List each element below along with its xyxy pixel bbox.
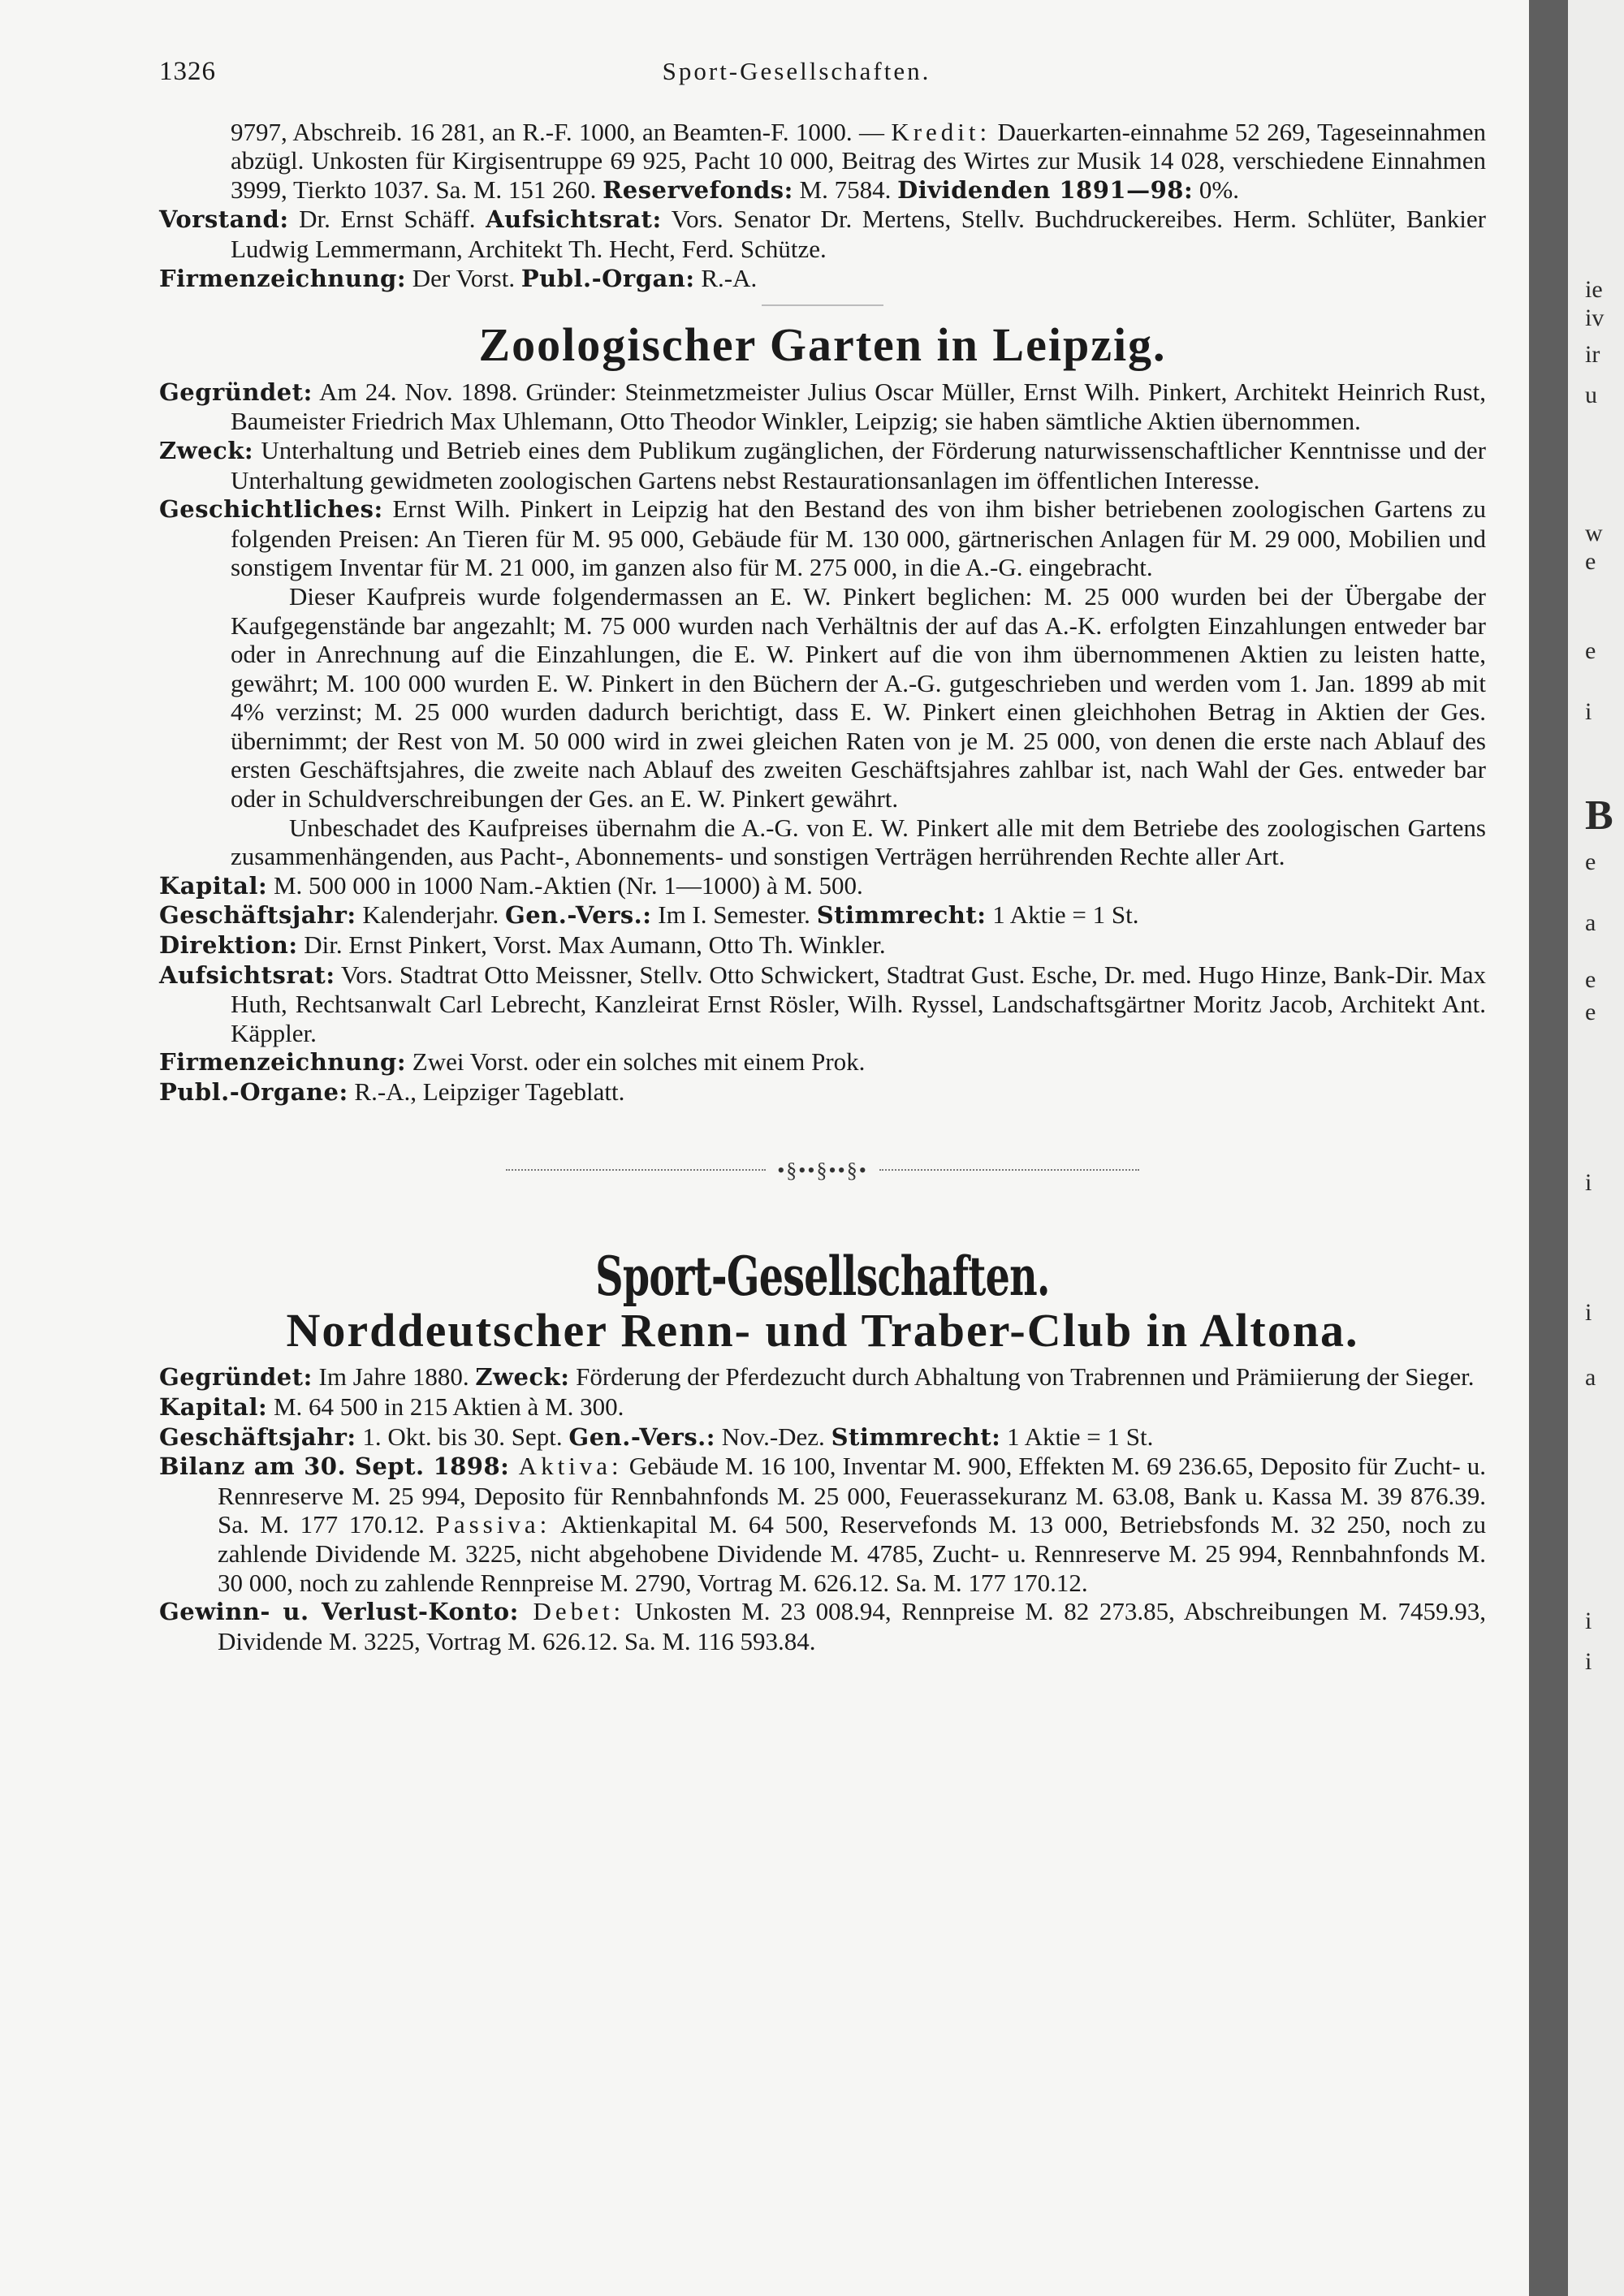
zoo-geschaeftsjahr: Geschäftsjahr: Kalenderjahr. Gen.-Vers.: Im I. Semester. Stimmrecht: 1 Aktie = 1 St. (159, 900, 1139, 930)
bleed-fragment: i (1585, 1648, 1592, 1675)
prev-firmenzeichnung: Firmenzeichnung: Der Vorst. Publ.-Organ: R.-A. (159, 263, 758, 292)
club-geschaeftsjahr: Geschäftsjahr: 1. Okt. bis 30. Sept. Gen.-Vers.: Nov.-Dez. Stimmrecht: 1 Aktie = 1 St. (159, 1422, 1154, 1451)
section-divider (506, 1156, 1139, 1185)
text-column (159, 57, 1486, 1655)
bleed-fragment: a (1585, 909, 1596, 936)
zoo-direktion: Direktion: Dir. Ernst Pinkert, Vorst. Max Aumann, Otto Th. Winkler. (159, 930, 886, 960)
zoo-geschichtliches: Geschichtliches: Ernst Wilh. Pinkert in Leipzig hat den Bestand des von ihm bisher betriebenen zoologischen Gartens zu folgenden Preisen: An Tieren für M. 95 000, Gebäude für M. 130 000, gärtnerischen Anlagen für M. 29 000, Mobilien und sonstigem Inventar für M. 21 000, im ganzen also für M. 275 000, in die A.-G. eingebracht. (159, 494, 1486, 582)
kredit-label: Kredit: (891, 117, 991, 146)
bleed-fragment: e (1585, 999, 1596, 1025)
club-kapital: Kapital: M. 64 500 in 215 Aktien à M. 300. (159, 1392, 624, 1421)
club-bilanz: Bilanz am 30. Sept. 1898: Aktiva: Gebäude M. 16 100, Inventar M. 900, Effekten M. 69 236.65, Deposito für Zucht- u. Rennreserve M. 25 994, Deposito für Rennbahnfonds M. 25 000, Feuerassekuranz M. 63.08, Bank u. Kassa M. 39 876.39. Sa. M. 177 170.12. Passiva: Aktienkapital M. 64 500, Reservefonds M. 13 000, Betriebsfonds M. 32 250, noch zu zahlende Dividende M. 3225, nicht abgehobene Dividende M. 4785, Zucht- u. Rennreserve M. 25 994, Rennbahnfonds M. 30 000, noch zu zahlende Rennpreise M. 2790, Vortrag M. 626.12. Sa. M. 177 170.12. (159, 1452, 1486, 1597)
bleed-fragment: e (1585, 548, 1596, 575)
bleed-fragment: i (1585, 698, 1592, 725)
short-rule (762, 304, 883, 306)
bleed-fragment: a (1585, 1364, 1596, 1391)
running-title: Sport-Gesellschaften. (662, 57, 931, 85)
zoo-geschichtliches-p2: Dieser Kaufpreis wurde folgendermassen an E. W. Pinkert beglichen: M. 25 000 wurden bei der Übergabe der Kaufgegenstände bar angezahlt; M. 75 000 wurden nach Verhältnis der auf das A.-K. erfolgten Einzahlungen entweder bar oder in Anrechnung auf die Einzahlungen, die E. W. Pinkert auf die von ihm übernommenen Aktien zu leisten hatte, gewährt; M. 100 000 wurden E. W. Pinkert in den Büchern der A.-G. gutgeschrieben und werden vom 1. Jan. 1899 ab mit 4% verzinst; M. 25 000 wurden dadurch berichtigt, dass E. W. Pinkert einen gleichhohen Betrag in Aktien der Ges. übernimmt; der Rest von M. 50 000 wird in zwei gleichen Raten von je M. 25 000, von denen die erste nach Ablauf des ersten Geschäftsjahres, die zweite nach Ablauf des zweiten Geschäftsjahres zahlbar ist, nach Wahl der Ges. entweder bar oder in Schuldverschreibungen der Ges. an E. W. Pinkert gewährt. (231, 581, 1486, 814)
prev-entry-accounts: 9797, Abschreib. 16 281, an R.-F. 1000, an Beamten-F. 1000. — Kredit: Dauerkarten-einnahme 52 269, Tageseinnahmen abzügl. Unkosten für Kirgisentruppe 69 925, Pacht 10 000, Beitrag des Wirtes zur Musik 14 028, verschiedene Einnahmen 3999, Tierkto 1037. Sa. M. 151 260. Reservefonds: M. 7584. Dividenden 1891—98: 0%. (231, 117, 1487, 204)
book-spine-shadow (1529, 0, 1568, 2296)
bleed-fragment: i (1585, 1608, 1592, 1634)
bleed-fragment: ir (1585, 341, 1600, 368)
club-gewinn-verlust: Gewinn- u. Verlust-Konto: Debet: Unkosten M. 23 008.94, Rennpreise M. 82 273.85, Abschreibungen M. 7459.93, Dividende M. 3225, Vortrag M. 626.12. Sa. M. 116 593.84. (159, 1597, 1486, 1655)
prev-vorstand: Vorstand: Dr. Ernst Schäff. Aufsichtsrat: Vors. Senator Dr. Mertens, Stellv. Buchdruckereibes. Herm. Schlüter, Bankier Ludwig Lemmermann, Architekt Th. Hecht, Ferd. Schütze. (159, 205, 1486, 263)
zoo-kapital: Kapital: M. 500 000 in 1000 Nam.-Aktien (Nr. 1—1000) à M. 500. (159, 870, 863, 900)
bleed-fragment: w (1585, 520, 1603, 546)
bleed-fragment: B (1585, 792, 1613, 839)
club-company-title: Norddeutscher Renn- und Traber-Club in Altona. (286, 1303, 1359, 1357)
running-head (159, 57, 1426, 87)
bleed-fragment: iv (1585, 304, 1605, 331)
bleed-fragment: e (1585, 637, 1596, 664)
zoo-geschichtliches-p3: Unbeschadet des Kaufpreises übernahm die A.-G. von E. W. Pinkert alle mit dem Betriebe des zoologischen Gartens zusammenhängenden, aus Pacht-, Abonnements- und sonstigen Verträgen herrührenden Rechte aller Art. (231, 813, 1486, 871)
zoo-gegruendet: Gegründet: Am 24. Nov. 1898. Gründer: Steinmetzmeister Julius Oscar Müller, Ernst Wilh. Pinkert, Architekt Heinrich Rust, Baumeister Friedrich Max Uhlemann, Otto Theodor Winkler, Leipzig; sie haben sämtliche Aktien übernommen. (159, 377, 1486, 436)
bleed-fragment: i (1585, 1169, 1592, 1196)
bleed-fragment: ie (1585, 276, 1603, 303)
bleed-fragment: i (1585, 1299, 1592, 1326)
page-number: 1326 (159, 57, 216, 86)
divider-ornament: •§••§••§• (777, 1158, 868, 1182)
zoo-firmenzeichnung: Firmenzeichnung: Zwei Vorst. oder ein solches mit einem Prok. (159, 1047, 866, 1077)
bleed-fragment: e (1585, 848, 1596, 875)
zoo-aufsichtsrat: Aufsichtsrat: Vors. Stadtrat Otto Meissner, Stellv. Otto Schwickert, Stadtrat Gust. Esche, Dr. med. Hugo Hinze, Bank-Dir. Max Huth, Rechtsanwalt Carl Lebrecht, Kanzleirat Ernst Rösler, Wilh. Ryssel, Landschaftsgärtner Moritz Jacob, Architekt Ant. Käppler. (159, 960, 1486, 1047)
zoo-company-title: Zoologischer Garten in Leipzig. (478, 318, 1167, 372)
club-gegruendet: Gegründet: Im Jahre 1880. Zweck: Förderung der Pferdezucht durch Abhaltung von Trabrennen und Prämiierung der Sieger. (159, 1362, 1475, 1392)
bleed-fragment: u (1585, 382, 1597, 408)
zoo-publ-organe: Publ.-Organe: R.-A., Leipziger Tageblatt. (159, 1077, 625, 1106)
dividenden-label: Dividenden 1891—98: (897, 175, 1194, 204)
reservefonds-label: Reservefonds: (603, 175, 793, 204)
bleed-fragment: e (1585, 966, 1596, 993)
zoo-zweck: Zweck: Unterhaltung und Betrieb eines dem Publikum zugänglichen, der Förderung naturwissenschaftlicher Kenntnisse und der Unterhaltung gewidmeten zoologischen Gartens nebst Restaurationsanlagen im öffentlichen Interesse. (159, 435, 1486, 494)
section-title: Sport-Gesellschaften. (595, 1245, 1050, 1309)
